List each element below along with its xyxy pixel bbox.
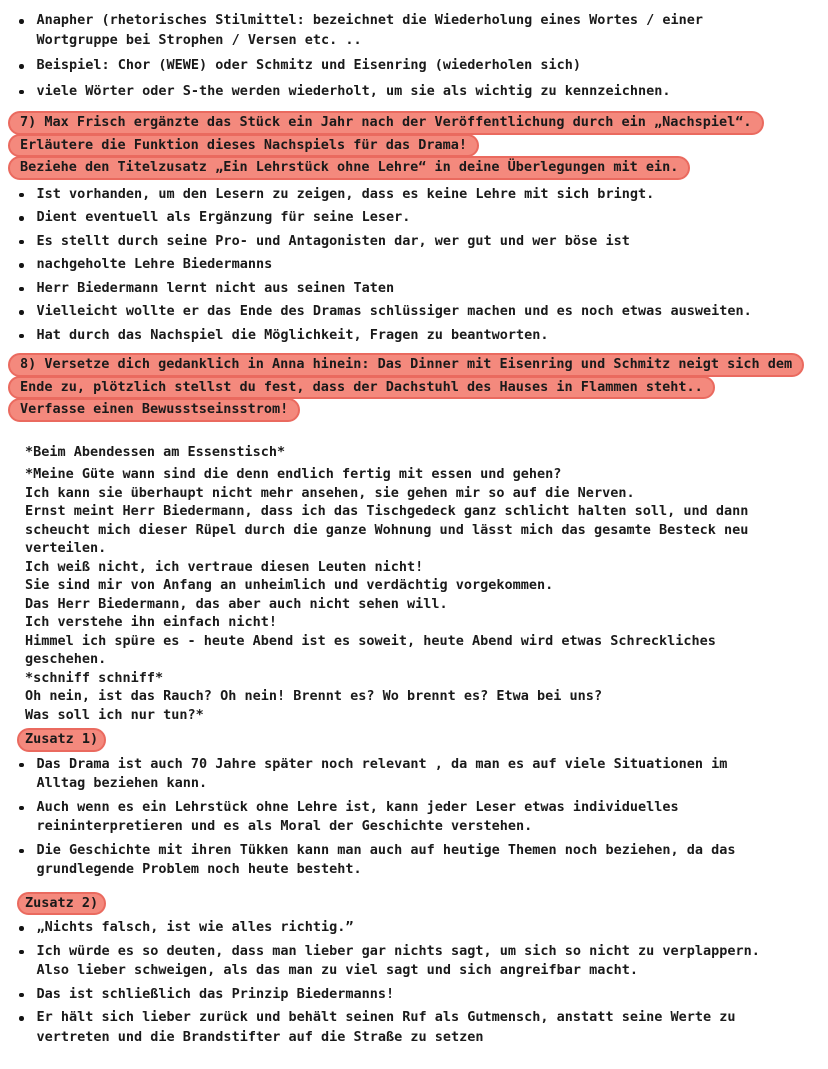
bullet-icon	[19, 806, 24, 811]
list-item	[0, 279, 828, 299]
bullet-text-line: Alltag beziehen kann.	[36, 775, 208, 791]
bullet-text	[37, 918, 354, 938]
bullet-icon	[19, 216, 24, 221]
paragraph-line: Oh nein, ist das Rauch? Oh nein! Brennt es? Wo brennt es? Etwa bei uns?	[25, 688, 603, 704]
list-item	[0, 326, 828, 346]
bullet-text-line: reininterpretieren und es als Moral der Geschichte verstehen.	[36, 818, 533, 834]
bullet-text-line: Das Drama ist auch 70 Jahre später noch relevant , da man es auf viele Situationen im	[36, 755, 728, 772]
list-item	[0, 302, 828, 322]
list-item	[0, 755, 828, 794]
zusatz-pill-label: Zusatz 1)	[17, 728, 106, 752]
highlighted-question-line: 7) Max Frisch ergänzte das Stück ein Jahr nach der Veröffentlichung durch ein „Nachspiel“.	[8, 111, 764, 135]
highlighted-question-block	[8, 111, 828, 180]
bullet-text-line: Es stellt durch seine Pro- und Antagonisten dar, wer gut und wer böse ist	[36, 232, 630, 249]
paragraph-line: Ich kann sie überhaupt nicht mehr ansehen, sie gehen mir so auf die Nerven.	[25, 484, 635, 501]
bullet-icon	[19, 240, 24, 245]
bullet-icon	[19, 287, 24, 292]
bullet-text	[37, 326, 549, 346]
zusatz-pill-label: Zusatz 2)	[17, 892, 106, 916]
bullet-text	[37, 232, 630, 252]
list-item	[0, 56, 828, 76]
bullet-text-line: Auch wenn es ein Lehrstück ohne Lehre ist, kann jeder Leser etwas individuelles	[36, 798, 679, 815]
paragraph-line: Himmel ich spüre es - heute Abend ist es soweit, heute Abend wird etwas Schreckliches	[25, 632, 716, 649]
bullet-text-line: Wortgruppe bei Strophen / Versen etc. ..	[36, 31, 362, 48]
bullet-text	[37, 942, 760, 981]
list-item	[0, 942, 828, 981]
paragraph-line: geschehen.	[25, 651, 107, 667]
paragraph-line: scheucht mich dieser Rüpel durch die ganze Wohnung und lässt mich das gesamte Besteck neu	[25, 521, 749, 538]
bullet-text-line: „Nichts falsch, ist wie alles richtig.”	[36, 919, 354, 935]
paragraph-line: *schniff schniff*	[25, 669, 164, 686]
bullet-text	[37, 255, 273, 275]
paragraph-line: *Beim Abendessen am Essenstisch*	[25, 443, 286, 460]
bullet-icon	[19, 19, 24, 24]
bullet-text	[37, 208, 411, 228]
bullet-text-line: Anapher (rhetorisches Stilmittel: bezeichnet die Wiederholung eines Wortes / einer	[36, 12, 703, 28]
bullet-text-line: vertreten und die Brandstifter auf die Straße zu setzen	[36, 1028, 484, 1045]
list-item	[0, 798, 828, 837]
highlighted-question-line: Erläutere die Funktion dieses Nachspiels für das Drama!	[8, 134, 479, 158]
list-item	[0, 11, 828, 50]
bullet-icon	[19, 993, 24, 998]
paragraph-line: Sie sind mir von Anfang an unheimlich und verdächtig vorgekommen.	[25, 577, 554, 593]
bullet-text	[37, 82, 671, 102]
paragraph-line: Ich weiß nicht, ich vertraue diesen Leuten nicht!	[25, 558, 424, 575]
bullet-icon	[19, 763, 24, 768]
list-item	[0, 985, 828, 1005]
bullet-list	[0, 11, 828, 101]
bullet-icon	[19, 926, 24, 931]
bullet-text-line: Ich würde es so deuten, dass man lieber gar nichts sagt, um sich so nicht zu verplappern.	[36, 942, 760, 959]
bullet-text	[37, 279, 395, 299]
bullet-text-line: Ist vorhanden, um den Lesern zu zeigen, dass es keine Lehre mit sich bringt.	[36, 185, 655, 202]
bullet-icon	[19, 1016, 24, 1021]
bullet-icon	[19, 64, 24, 69]
list-item	[0, 841, 828, 880]
bullet-icon	[19, 334, 24, 339]
list-item	[0, 918, 828, 938]
zusatz-heading	[17, 728, 828, 752]
bullet-icon	[19, 849, 24, 854]
highlighted-question-line: 8) Versetze dich gedanklich in Anna hinein: Das Dinner mit Eisenring und Schmitz neigt sich dem	[8, 353, 804, 377]
paragraph-line: Das Herr Biedermann, das aber auch nicht sehen will.	[25, 595, 448, 612]
bullet-text-line: Beispiel: Chor (WEWE) oder Schmitz und Eisenring (wiederholen sich)	[36, 57, 582, 73]
bullet-text	[37, 985, 395, 1005]
bullet-text	[37, 841, 736, 880]
list-item	[0, 255, 828, 275]
bullet-icon	[19, 263, 24, 268]
bullet-text-line: Dient eventuell als Ergänzung für seine Leser.	[36, 209, 411, 225]
paragraph-line: *Meine Güte wann sind die denn endlich fertig mit essen und gehen?	[25, 466, 562, 482]
highlighted-question-line: Ende zu, plötzlich stellst du fest, dass der Dachstuhl des Hauses in Flammen steht..	[8, 376, 715, 400]
stream-of-consciousness-paragraph	[25, 443, 828, 725]
bullet-text-line: Er hält sich lieber zurück und behält seinen Ruf als Gutmensch, anstatt seine Werte zu	[36, 1009, 736, 1025]
paragraph-line: verteilen.	[25, 540, 107, 556]
bullet-icon	[19, 310, 24, 315]
paragraph-line: Ich verstehe ihn einfach nicht!	[25, 614, 277, 630]
list-item	[0, 185, 828, 205]
bullet-text	[37, 798, 679, 837]
bullet-text-line: grundlegende Problem noch heute besteht.	[36, 861, 362, 877]
highlighted-question-block	[8, 353, 828, 422]
bullet-text	[37, 1008, 736, 1047]
highlighted-question-line: Beziehe den Titelzusatz „Ein Lehrstück ohne Lehre“ in deine Überlegungen mit ein.	[8, 156, 690, 180]
bullet-text	[37, 11, 703, 50]
bullet-text-line: Also lieber schweigen, als das man zu viel sagt und sich angreifbar macht.	[36, 962, 638, 978]
bullet-icon	[19, 950, 24, 955]
bullet-list	[0, 918, 828, 1047]
bullet-text-line: Hat durch das Nachspiel die Möglichkeit, Fragen zu beantworten.	[36, 326, 549, 343]
bullet-icon	[19, 90, 24, 95]
bullet-list	[0, 185, 828, 346]
bullet-text-line: viele Wörter oder S-the werden wiederholt, um sie als wichtig zu kennzeichnen.	[36, 82, 671, 99]
bullet-text-line: Herr Biedermann lernt nicht aus seinen Taten	[36, 279, 395, 296]
list-item	[0, 82, 828, 102]
bullet-text	[37, 56, 582, 76]
paragraph-line: Was soll ich nur tun?*	[25, 706, 204, 723]
highlighted-question-line: Verfasse einen Bewusstseinsstrom!	[8, 398, 300, 422]
paragraph-line: Ernst meint Herr Biedermann, dass ich das Tischgedeck ganz schlicht halten soll, und dann	[25, 503, 749, 519]
list-item	[0, 1008, 828, 1047]
bullet-list	[0, 755, 828, 880]
bullet-icon	[19, 193, 24, 198]
bullet-text-line: Vielleicht wollte er das Ende des Dramas schlüssiger machen und es noch etwas ausweiten.	[36, 303, 752, 319]
bullet-text	[37, 302, 752, 322]
bullet-text-line: Die Geschichte mit ihren Tükken kann man auch auf heutige Themen noch beziehen, da das	[36, 841, 736, 858]
bullet-text	[37, 755, 728, 794]
bullet-text-line: Das ist schließlich das Prinzip Biedermanns!	[36, 985, 395, 1002]
zusatz-heading	[17, 892, 828, 916]
bullet-text	[37, 185, 655, 205]
bullet-text-line: nachgeholte Lehre Biedermanns	[36, 256, 273, 272]
list-item	[0, 208, 828, 228]
list-item	[0, 232, 828, 252]
